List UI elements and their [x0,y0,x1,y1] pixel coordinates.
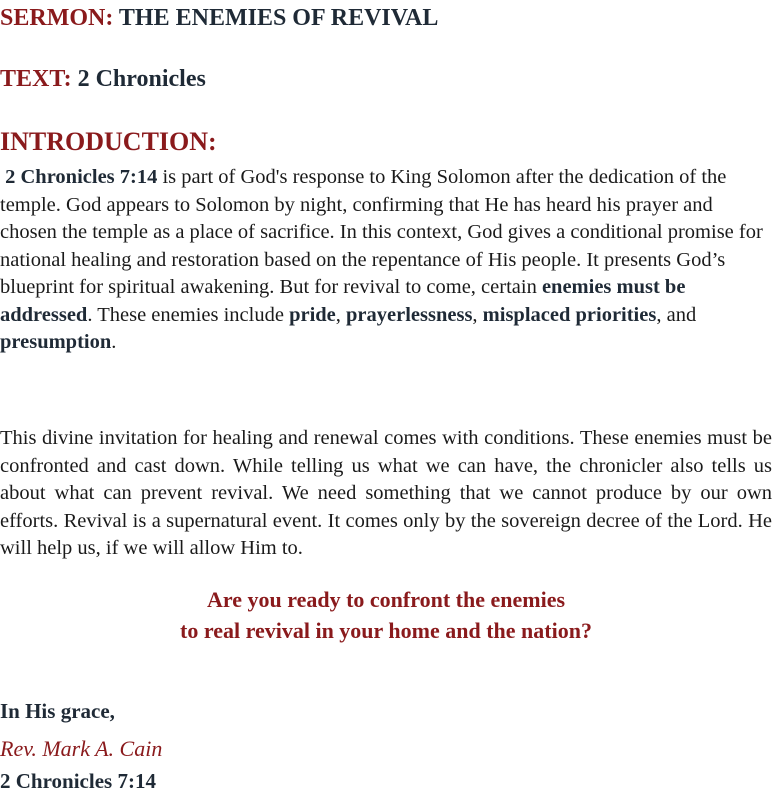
body-paragraph: This divine invitation for healing and renewal comes with conditions. These enemies must be confronted and cast down. While telling us what we can have, the chronicler also tells us about what can prevent revival. We need something that we cannot produce by our own efforts. Revival is a supernatural event. It comes only by the sovereign decree of the Lord. He will help us, if we will allow Him to. [0,427,772,559]
signature-text: Rev. Mark A. Cain [0,736,163,761]
intro-bold-prayerlessness: prayerlessness [346,303,473,326]
closing-greeting: In His grace, [0,699,115,723]
intro-bold-presumption: presumption [0,331,112,353]
sermon-heading [0,4,438,32]
introduction-paragraph [0,164,772,357]
intro-text-2: . These enemies include [87,303,290,326]
intro-text-4: , [472,303,483,326]
introduction-heading: INTRODUCTION: [0,127,217,156]
intro-text-5: , and [656,303,697,326]
callout-line-2: to real revival in your home and the nation? [180,618,592,643]
sermon-label: SERMON: [0,5,114,31]
text-value: 2 Chronicles [77,66,206,92]
intro-bold-pride: pride [289,303,336,326]
intro-text-6: . [111,331,117,353]
signature-reference: 2 Chronicles 7:14 [0,769,156,793]
signature [0,730,200,764]
intro-text-1: is part of God's response to King Solomon after the dedication of the temple. God appears to Solomon by night, confirming that He has heard his prayer and chosen the temple as a place of sacrifice. In this context, God gives a conditional promise for national healing and restoration based on the repentance of His people. It presents God’s blueprint for spiritual awakening. But for revival to come, certain [0,166,763,298]
text-label: TEXT: [0,66,72,92]
callout-question [0,584,772,646]
callout-line-1: Are you ready to confront the enemies [206,587,566,612]
intro-bold-enemies: enemies must be addressed [0,276,686,326]
intro-text-3: , [335,303,347,326]
scripture-reference: 2 Chronicles 7:14 [5,166,158,188]
intro-bold-priorities: misplaced priorities [482,303,657,326]
sermon-title: THE ENEMIES OF REVIVAL [118,5,439,31]
text-heading [0,65,206,93]
